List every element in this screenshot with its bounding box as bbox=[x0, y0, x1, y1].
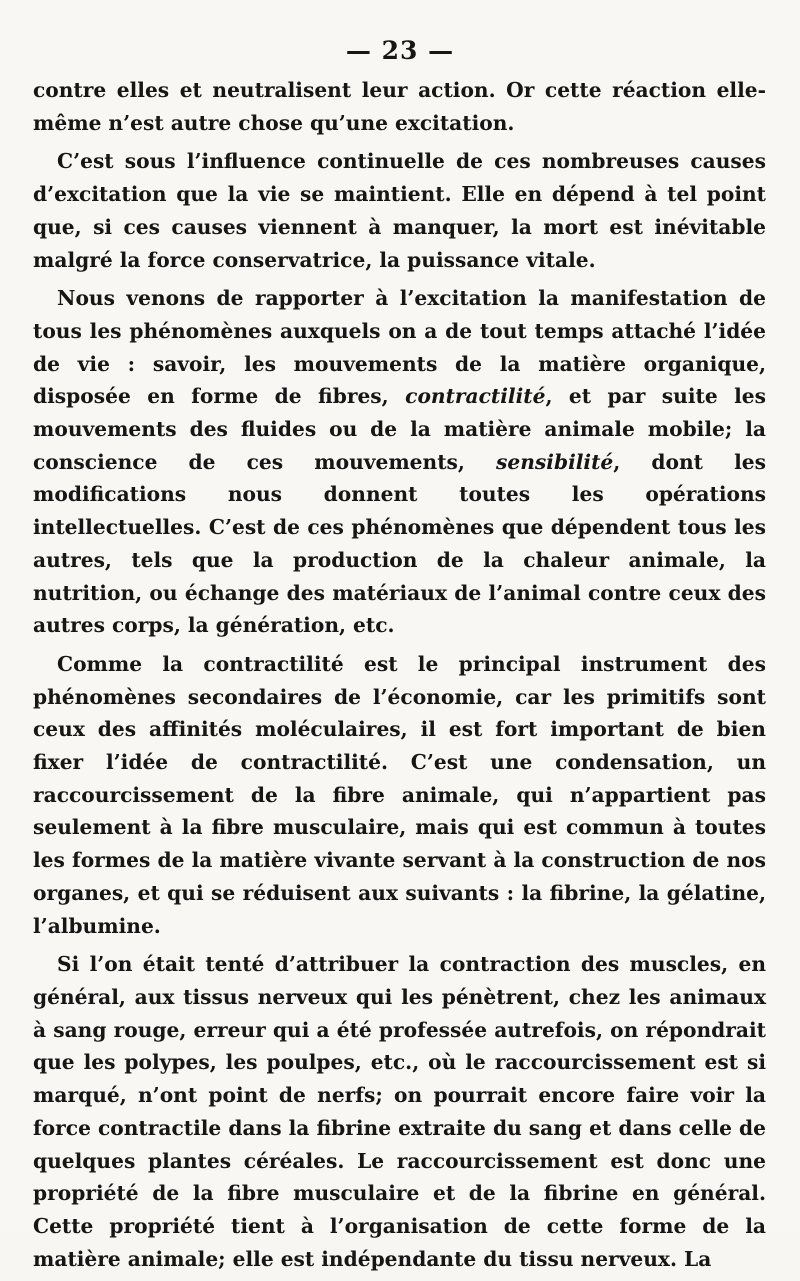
paragraph bbox=[33, 145, 766, 276]
paragraph bbox=[33, 948, 766, 1275]
body-text bbox=[33, 74, 766, 1281]
paragraph bbox=[33, 648, 766, 942]
text-run: , et par suite les mouvements des fluides ou de la matière animale mobile; la conscience de ces mouvements, bbox=[33, 384, 767, 474]
paragraph bbox=[33, 282, 766, 642]
paragraph bbox=[33, 74, 766, 139]
page-number: — 23 — bbox=[345, 36, 455, 65]
text-run: Nous venons de rapporter à l’excitation la manifestation de tous les phénomènes auxquels on a de tout temps attaché l’idée de vie : savoir, les mouvements de la matière organique, disposée en forme de fibres, bbox=[33, 286, 766, 409]
text-run: C’est sous l’influence continuelle de ces nombreuses causes d’excitation que la vie se maintient. Elle en dépend à tel point que, si ces causes viennent à manquer, la mort est inévitable malgré la force conservatrice, la puissance vitale. bbox=[33, 149, 766, 272]
text-run: contre elles et neutralisent leur action. Or cette réaction elle-même n’est autre chose qu’une excitation. bbox=[33, 78, 766, 135]
text-run: Comme la contractilité est le principal instrument des phénomènes secondaires de l’économie, car les primitifs sont ceux des affinités moléculaires, il est fort important de bien fixer l’idée de contractilité. C’est une condensation, un raccourcissement de la fibre animale, qui n’appartient pas seulement à la fibre musculaire, mais qui est commun à toutes les formes de la matière vivante servant à la construction de nos organes, et qui se réduisent aux suivants : la fibrine, la gélatine, l’albumine. bbox=[33, 651, 766, 938]
italic-term: sensibilité bbox=[496, 449, 614, 474]
italic-term: contractilité bbox=[405, 384, 546, 409]
text-run: , dont les modifications nous donnent toutes les opérations intellectuelles. C’est de ces phénomènes que dépendent tous les autres, tels que la production de la chaleur animale, la nutrition, ou échange des matériaux de l’animal contre ceux des autres corps, la génération, etc. bbox=[33, 449, 766, 638]
text-run: Si l’on était tenté d’attribuer la contraction des muscles, en général, aux tissus nerveux qui les pénètrent, chez les animaux à sang rouge, erreur qui a été professée autrefois, on répondrait que les polypes, les poulpes, etc., où le raccourcissement est si marqué, n’ont point de nerfs; on pourrait encore faire voir la force contractile dans la fibrine extraite du sang et dans celle de quelques plantes céréales. Le raccourcissement est donc une propriété de la fibre musculaire et de la fibrine en général. Cette propriété tient à l’organisation de cette forme de la matière animale; elle est indépendante du tissu nerveux. La bbox=[33, 952, 766, 1271]
